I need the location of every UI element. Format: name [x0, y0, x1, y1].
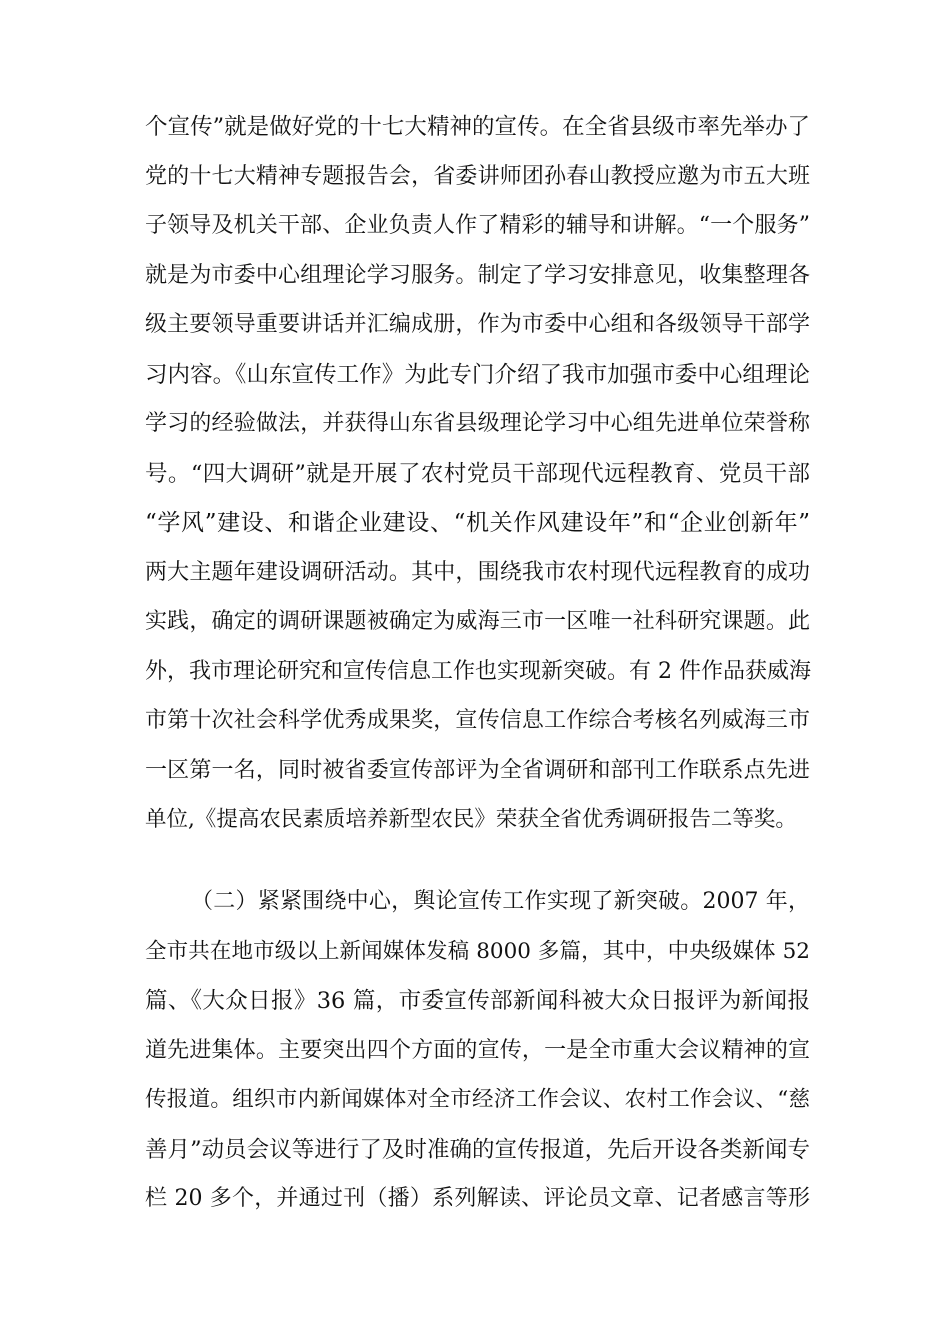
paragraph-1-line-7: 学习的经验做法，并获得山东省县级理论学习中心组先进单位荣誉称 — [145, 411, 810, 436]
paragraph-2-line-7: 栏 20 多个，并通过刊（播）系列解读、评论员文章、记者感言等形 — [145, 1186, 810, 1211]
paragraph-1-line-8: 号。“四大调研”就是开展了农村党员干部现代远程教育、党员干部 — [145, 461, 810, 487]
paragraph-1-line-14: 一区第一名，同时被省委宣传部评为全省调研和部刊工作联系点先进 — [145, 758, 810, 783]
paragraph-1-line-3: 子领导及机关干部、企业负责人作了精彩的辅导和讲解。“一个服务” — [145, 213, 810, 238]
paragraph-2-line-1: （二）紧紧围绕中心，舆论宣传工作实现了新突破。2007 年， — [191, 889, 810, 914]
paragraph-1-line-6: 习内容。《山东宣传工作》为此专门介绍了我市加强市委中心组理论 — [145, 362, 810, 388]
paragraph-1-line-2: 党的十七大精神专题报告会，省委讲师团孙春山教授应邀为市五大班 — [145, 164, 810, 189]
paragraph-1-line-1: 个宣传”就是做好党的十七大精神的宣传。在全省县级市率先举办了 — [145, 114, 810, 140]
paragraph-2-line-2: 全市共在地市级以上新闻媒体发稿 8000 多篇，其中，中央级媒体 52 — [145, 939, 810, 964]
paragraph-1-line-12: 外，我市理论研究和宣传信息工作也实现新突破。有 2 件作品获威海 — [145, 659, 811, 684]
paragraph-1-line-4: 就是为市委中心组理论学习服务。制定了学习安排意见，收集整理各 — [145, 263, 810, 288]
paragraph-1-line-11: 实践，确定的调研课题被确定为威海三市一区唯一社科研究课题。此 — [145, 609, 810, 634]
paragraph-2-line-3: 篇、《大众日报》36 篇，市委宣传部新闻科被大众日报评为新闻报 — [145, 988, 810, 1014]
paragraph-2-line-6: 善月”动员会议等进行了及时准确的宣传报道，先后开设各类新闻专 — [145, 1137, 810, 1163]
paragraph-1-line-15: 单位,《提高农民素质培养新型农民》荣获全省优秀调研报告二等奖。 — [145, 807, 797, 832]
paragraph-1-line-10: 两大主题年建设调研活动。其中，围绕我市农村现代远程教育的成功 — [145, 560, 810, 585]
paragraph-1-line-13: 市第十次社会科学优秀成果奖，宣传信息工作综合考核名列威海三市 — [145, 708, 810, 733]
paragraph-1-line-9: “学风”建设、和谐企业建设、“机关作风建设年”和“企业创新年” — [145, 510, 810, 536]
paragraph-1-line-5: 级主要领导重要讲话并汇编成册，作为市委中心组和各级领导干部学 — [145, 312, 810, 337]
paragraph-2-line-5: 传报道。组织市内新闻媒体对全市经济工作会议、农村工作会议、“慈 — [145, 1087, 810, 1112]
paragraph-2-line-4: 道先进集体。主要突出四个方面的宣传，一是全市重大会议精神的宣 — [145, 1038, 810, 1063]
